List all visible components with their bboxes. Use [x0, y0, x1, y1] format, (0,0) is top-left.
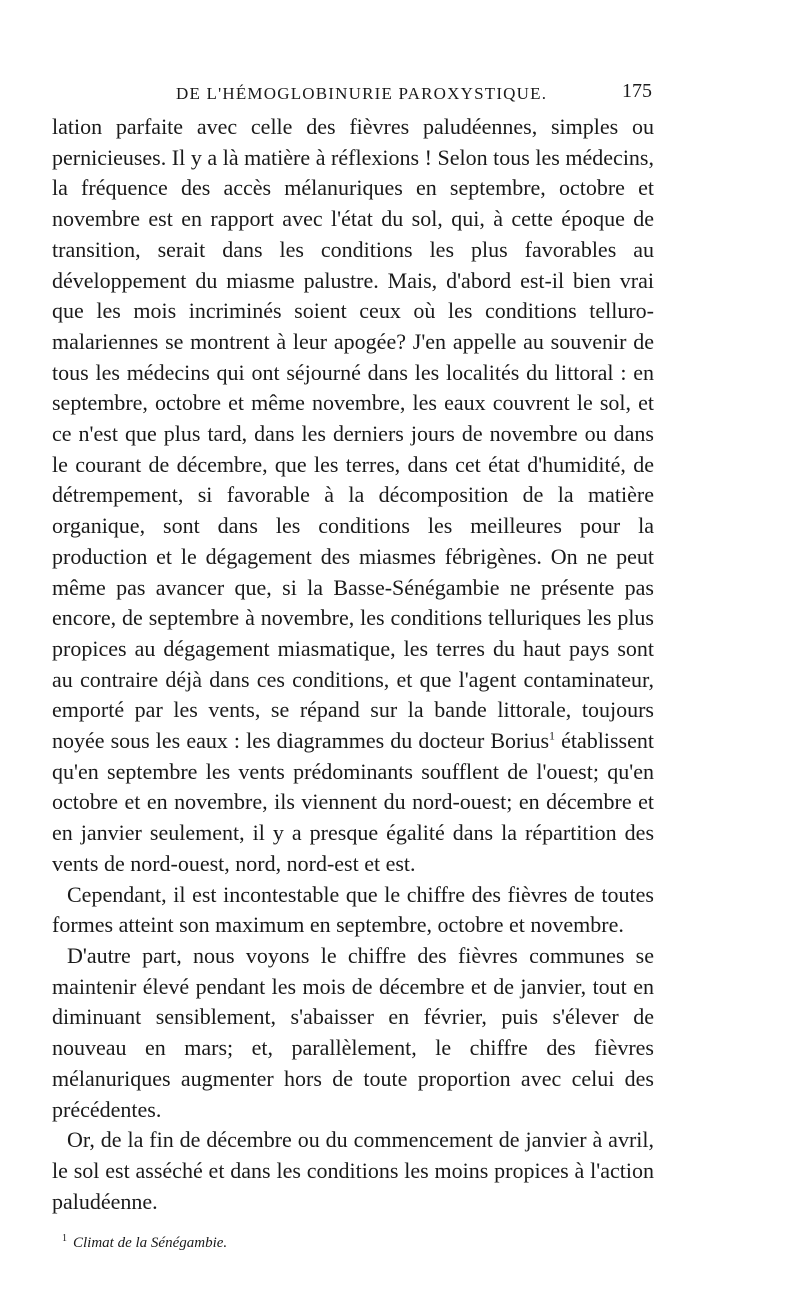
body-text: [52, 112, 654, 1217]
paragraph-1: [52, 112, 654, 880]
paragraph-1-text-after: établissent qu'en septembre les vents prédominants soufflent de l'ouest; qu'en octobre et en novembre, ils viennent du nord-ouest; en décembre et en janvier seulement, il y a presque égalité dans la répartition des vents de nord-ouest, nord, nord-est et est.: [52, 728, 654, 876]
footnote-reference: 1: [549, 728, 556, 743]
running-head: DE L'HÉMOGLOBINURIE PAROXYSTIQUE.: [176, 84, 548, 103]
page-number: 175: [622, 80, 652, 102]
paragraph-4: Or, de la fin de décembre ou du commencement de janvier à avril, le sol est asséché et dans les conditions les moins propices à l'action paludéenne.: [52, 1127, 654, 1214]
paragraph-3: D'autre part, nous voyons le chiffre des fièvres communes se maintenir élevé pendant les mois de décembre et de janvier, tout en diminuant sensiblement, s'abaisser en février, puis s'élever de nouveau en mars; et, parallèlement, le chiffre des fièvres mélanuriques augmenter hors de toute proportion avec celui des précédentes.: [52, 942, 654, 1122]
footnote-text: Climat de la Sénégambie.: [73, 1235, 228, 1251]
paragraph-2: Cependant, il est incontestable que le chiffre des fièvres de toutes formes atteint son maximum en septembre, octobre et novembre.: [52, 881, 654, 938]
paragraph-1-text-before: lation parfaite avec celle des fièvres paludéennes, simples ou pernicieuses. Il y a là matière à réflexions ! Selon tous les médecins, la fréquence des accès mélanuriques en septembre, octobre et novembre est en rapport avec l'état du sol, qui, à cette époque de transition, serait dans les conditions les plus favorables au développement du miasme palustre. Mais, d'abord est-il bien vrai que les mois incriminés soient ceux où les conditions telluro-malariennes se montrent à leur apogée? J'en appelle au souvenir de tous les médecins qui ont séjourné dans les localités du littoral : en septembre, octobre et même novembre, les eaux couvrent le sol, et ce n'est que plus tard, dans les derniers jours de novembre ou dans le courant de décembre, que les terres, dans cet état d'humidité, de détrempement, si favorable à la décomposition de la matière organique, sont dans les conditions les meilleures pour la production et le dégagement des miasmes fébrigènes. On ne peut même pas avancer que, si la Basse-Sénégambie ne présente pas encore, de septembre à novembre, les conditions telluriques les plus propices au dégagement miasmatique, les terres du haut pays sont au contraire déjà dans ces conditions, et que l'agent contaminateur, emporté par les vents, se répand sur la bande littorale, toujours noyée sous les eaux : les diagrammes du docteur Borius: [52, 114, 654, 754]
footnote: [62, 1233, 227, 1252]
page-header: [176, 78, 652, 112]
footnote-marker: 1: [62, 1233, 67, 1244]
